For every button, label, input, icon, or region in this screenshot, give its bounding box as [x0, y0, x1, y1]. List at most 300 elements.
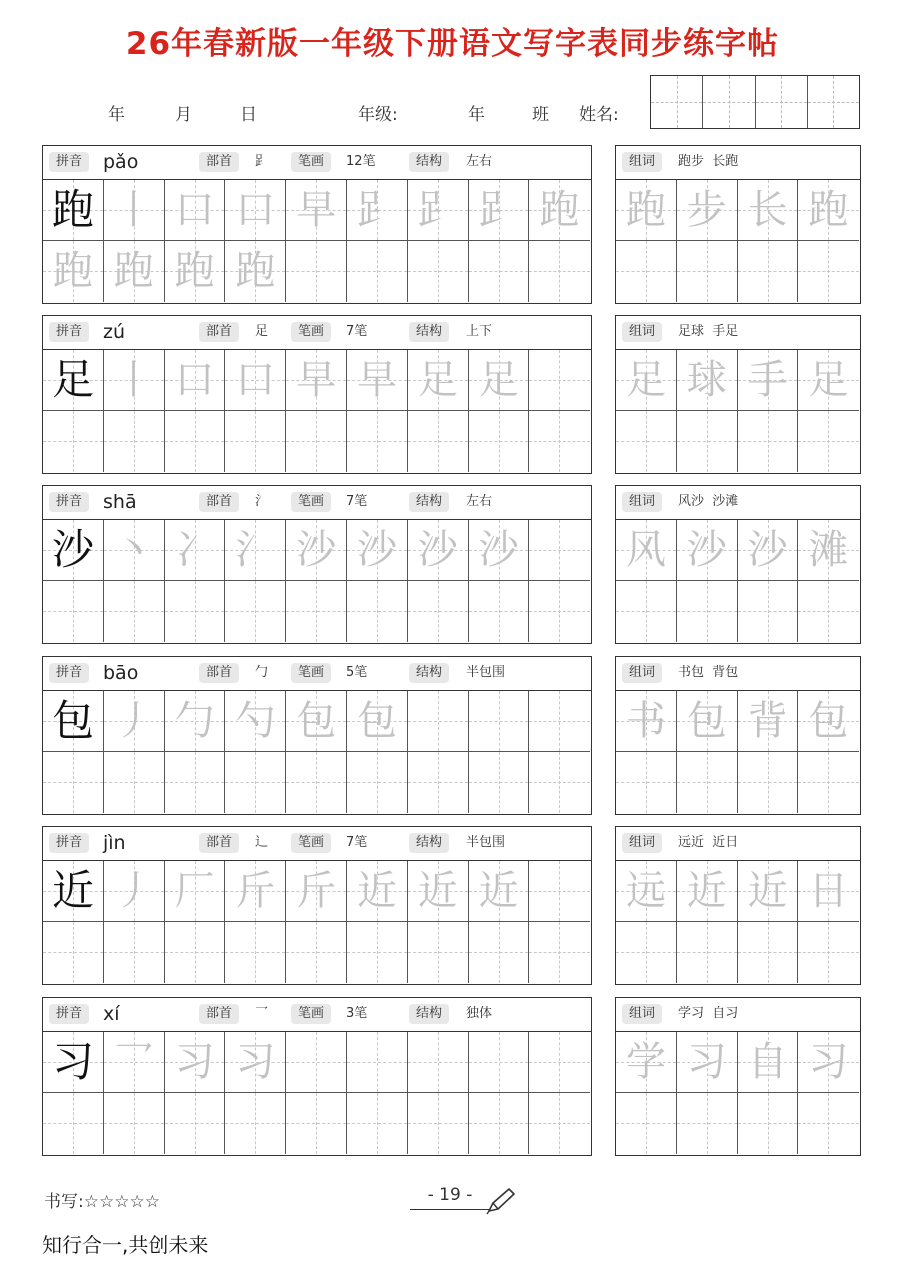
word-header	[616, 998, 860, 1032]
word-cell[interactable]	[798, 1032, 859, 1093]
writing-cell[interactable]	[286, 1093, 347, 1154]
word-cell[interactable]	[616, 350, 677, 411]
trace-stroke: 包	[357, 698, 397, 744]
writing-cell[interactable]	[104, 1093, 165, 1154]
writing-cell[interactable]	[43, 691, 104, 752]
writing-cell[interactable]	[286, 922, 347, 983]
writing-cell[interactable]	[347, 520, 408, 581]
words-tag: 组词	[622, 492, 662, 512]
writing-cell[interactable]	[165, 1093, 226, 1154]
word-trace-character: 近	[686, 868, 727, 914]
writing-cell[interactable]	[43, 922, 104, 983]
class-label: 班	[532, 105, 549, 125]
writing-cell[interactable]	[469, 922, 530, 983]
word-cell[interactable]	[616, 581, 677, 642]
writing-cell[interactable]	[408, 1093, 469, 1154]
writing-cell[interactable]	[225, 350, 286, 411]
words-value: 足球 手足	[678, 324, 739, 339]
writing-cell[interactable]	[469, 1032, 530, 1093]
radical-tag: 部首	[199, 1004, 239, 1024]
word-cell[interactable]	[616, 411, 677, 472]
block-header	[43, 657, 591, 691]
word-cell[interactable]	[677, 350, 738, 411]
word-cell[interactable]	[798, 180, 859, 241]
writing-cell[interactable]	[165, 922, 226, 983]
word-cell[interactable]	[616, 180, 677, 241]
writing-cell[interactable]	[165, 581, 226, 642]
trace-stroke: 口	[174, 187, 215, 233]
practice-block-2	[42, 315, 592, 474]
structure-tag: 结构	[409, 492, 449, 512]
writing-cell[interactable]	[347, 1093, 408, 1154]
trace-stroke: 乛	[113, 1039, 154, 1085]
writing-cell[interactable]	[43, 411, 104, 472]
strokes-tag: 笔画	[291, 492, 331, 512]
word-cell[interactable]	[616, 691, 677, 752]
writing-cell[interactable]	[286, 520, 347, 581]
practice-block-1	[42, 145, 592, 304]
word-cell[interactable]	[677, 520, 738, 581]
writing-cell[interactable]	[43, 180, 104, 241]
word-cell[interactable]	[738, 581, 799, 642]
writing-rating: 书写:☆☆☆☆☆	[44, 1192, 160, 1212]
word-cell[interactable]	[677, 411, 738, 472]
radical-value: 𧾷	[255, 154, 269, 169]
writing-cell[interactable]	[529, 180, 590, 241]
writing-cell[interactable]	[347, 752, 408, 813]
writing-cell[interactable]	[469, 350, 530, 411]
writing-cell[interactable]	[225, 241, 286, 302]
page-number: - 19 -	[410, 1185, 490, 1210]
trace-stroke: 勹	[174, 698, 215, 744]
writing-cell[interactable]	[104, 581, 165, 642]
writing-cell[interactable]	[286, 1032, 347, 1093]
trace-stroke: 丨	[113, 357, 154, 403]
word-cell[interactable]	[616, 861, 677, 922]
word-cell[interactable]	[677, 1093, 738, 1154]
writing-cell[interactable]	[104, 752, 165, 813]
word-cell[interactable]	[798, 241, 859, 302]
pinyin-value: pǎo	[103, 151, 139, 173]
writing-cell[interactable]	[43, 1093, 104, 1154]
word-trace-character: 书	[626, 698, 666, 744]
writing-cell[interactable]	[347, 241, 408, 302]
block-header	[43, 486, 591, 520]
radical-value: 氵	[255, 494, 269, 509]
trace-stroke: 丶	[113, 527, 154, 573]
writing-cell[interactable]	[225, 1032, 286, 1093]
trace-stroke: 斤	[296, 868, 337, 914]
writing-cell[interactable]	[104, 691, 165, 752]
writing-cell[interactable]	[408, 1032, 469, 1093]
writing-cell[interactable]	[104, 180, 165, 241]
word-cell[interactable]	[738, 1032, 799, 1093]
model-character: 足	[51, 355, 94, 404]
word-trace-character: 步	[686, 187, 727, 233]
pinyin-value: xí	[103, 1003, 120, 1025]
trace-stroke: 跑	[235, 248, 276, 294]
writing-cell[interactable]	[347, 922, 408, 983]
writing-cell[interactable]	[347, 350, 408, 411]
writing-cell[interactable]	[43, 581, 104, 642]
block-header	[43, 827, 591, 861]
writing-cell[interactable]	[43, 520, 104, 581]
writing-cell[interactable]	[286, 581, 347, 642]
writing-cell[interactable]	[165, 520, 226, 581]
words-tag: 组词	[622, 663, 662, 683]
writing-cell[interactable]	[469, 241, 530, 302]
words-value: 跑步 长跑	[678, 154, 739, 169]
word-cell[interactable]	[738, 1093, 799, 1154]
radical-value: 勹	[255, 665, 269, 680]
strokes-tag: 笔画	[291, 1004, 331, 1024]
writing-cell[interactable]	[408, 581, 469, 642]
word-trace-character: 跑	[808, 187, 849, 233]
strokes-tag: 笔画	[291, 322, 331, 342]
writing-cell[interactable]	[165, 180, 226, 241]
writing-cell[interactable]	[286, 411, 347, 472]
writing-cell[interactable]	[104, 241, 165, 302]
word-cell[interactable]	[616, 922, 677, 983]
writing-cell[interactable]	[529, 241, 590, 302]
writing-cell[interactable]	[408, 922, 469, 983]
writing-cell[interactable]	[225, 411, 286, 472]
writing-cell[interactable]	[165, 350, 226, 411]
pinyin-tag: 拼音	[49, 1004, 89, 1024]
word-cell[interactable]	[677, 581, 738, 642]
radical-value: 足	[255, 324, 269, 339]
pinyin-tag: 拼音	[49, 833, 89, 853]
words-value: 书包 背包	[678, 665, 739, 680]
month-label: 月	[175, 105, 192, 125]
trace-stroke: 口	[174, 357, 215, 403]
word-block-4	[615, 656, 861, 815]
writing-cell[interactable]	[529, 1093, 590, 1154]
word-cell[interactable]	[738, 922, 799, 983]
structure-tag: 结构	[409, 152, 449, 172]
writing-cell[interactable]	[165, 241, 226, 302]
writing-cell[interactable]	[225, 1093, 286, 1154]
writing-cell[interactable]	[347, 581, 408, 642]
strokes-value: 12笔	[346, 154, 376, 169]
trace-stroke: 跑	[539, 187, 580, 233]
word-cell[interactable]	[738, 411, 799, 472]
radical-tag: 部首	[199, 492, 239, 512]
name-cell[interactable]	[808, 76, 859, 128]
pinyin-tag: 拼音	[49, 152, 89, 172]
trace-stroke: 丿	[113, 868, 154, 914]
writing-cell[interactable]	[408, 691, 469, 752]
writing-cell[interactable]	[469, 861, 530, 922]
writing-cell[interactable]	[408, 861, 469, 922]
trace-stroke: 沙	[357, 527, 397, 573]
trace-stroke: 𧾷	[357, 187, 397, 233]
strokes-value: 7笔	[346, 835, 368, 850]
writing-cell[interactable]	[104, 861, 165, 922]
word-trace-character: 足	[626, 357, 666, 403]
model-character: 习	[51, 1037, 94, 1086]
word-trace-character: 习	[686, 1039, 727, 1085]
writing-cell[interactable]	[286, 350, 347, 411]
word-cell[interactable]	[798, 861, 859, 922]
word-block-1	[615, 145, 861, 304]
name-cell[interactable]	[651, 76, 703, 128]
writing-cell[interactable]	[104, 520, 165, 581]
pinyin-tag: 拼音	[49, 492, 89, 512]
radical-tag: 部首	[199, 322, 239, 342]
writing-cell[interactable]	[529, 1032, 590, 1093]
word-cell[interactable]	[677, 241, 738, 302]
name-writing-box[interactable]	[650, 75, 860, 129]
trace-stroke: 沙	[478, 527, 519, 573]
word-trace-character: 足	[808, 357, 849, 403]
name-cell[interactable]	[756, 76, 808, 128]
writing-cell[interactable]	[43, 350, 104, 411]
word-cell[interactable]	[677, 1032, 738, 1093]
structure-value: 上下	[466, 324, 493, 339]
writing-cell[interactable]	[165, 411, 226, 472]
trace-stroke: 足	[417, 357, 458, 403]
writing-cell[interactable]	[225, 691, 286, 752]
word-trace-character: 球	[686, 357, 727, 403]
word-cell[interactable]	[738, 520, 799, 581]
trace-stroke: 习	[174, 1039, 215, 1085]
writing-cell[interactable]	[286, 752, 347, 813]
trace-stroke: 沙	[296, 527, 337, 573]
writing-cell[interactable]	[529, 581, 590, 642]
word-trace-character: 学	[626, 1039, 666, 1085]
word-cell[interactable]	[616, 1032, 677, 1093]
trace-stroke: 近	[357, 868, 397, 914]
word-cell[interactable]	[616, 1093, 677, 1154]
writing-cell[interactable]	[408, 350, 469, 411]
pinyin-value: jìn	[103, 832, 126, 854]
words-tag: 组词	[622, 322, 662, 342]
word-cell[interactable]	[738, 691, 799, 752]
trace-stroke: 丿	[113, 698, 154, 744]
writing-cell[interactable]	[104, 350, 165, 411]
writing-cell[interactable]	[225, 752, 286, 813]
word-cell[interactable]	[677, 180, 738, 241]
writing-cell[interactable]	[408, 520, 469, 581]
strokes-tag: 笔画	[291, 833, 331, 853]
writing-cell[interactable]	[165, 691, 226, 752]
words-tag: 组词	[622, 833, 662, 853]
writing-cell[interactable]	[165, 861, 226, 922]
word-header	[616, 146, 860, 180]
writing-cell[interactable]	[469, 752, 530, 813]
name-cell[interactable]	[703, 76, 755, 128]
trace-stroke: 足	[478, 357, 519, 403]
writing-cell[interactable]	[43, 861, 104, 922]
word-cell[interactable]	[616, 520, 677, 581]
writing-cell[interactable]	[529, 752, 590, 813]
word-cell[interactable]	[677, 922, 738, 983]
word-cell[interactable]	[798, 1093, 859, 1154]
model-character: 沙	[51, 525, 94, 574]
word-trace-character: 长	[747, 187, 788, 233]
name-label: 姓名:	[579, 105, 619, 125]
writing-cell[interactable]	[347, 411, 408, 472]
writing-cell[interactable]	[529, 922, 590, 983]
writing-cell[interactable]	[286, 180, 347, 241]
pinyin-value: shā	[103, 491, 137, 513]
word-cell[interactable]	[798, 581, 859, 642]
trace-stroke: 𧾷	[417, 187, 458, 233]
writing-cell[interactable]	[165, 1032, 226, 1093]
writing-cell[interactable]	[225, 861, 286, 922]
word-trace-character: 日	[808, 868, 849, 914]
word-cell[interactable]	[798, 520, 859, 581]
trace-stroke: 氵	[235, 527, 276, 573]
word-cell[interactable]	[616, 241, 677, 302]
word-trace-character: 沙	[686, 527, 727, 573]
writing-cell[interactable]	[165, 752, 226, 813]
grade-year-label: 年	[468, 105, 485, 125]
block-header	[43, 998, 591, 1032]
writing-cell[interactable]	[408, 411, 469, 472]
word-trace-character: 近	[747, 868, 788, 914]
trace-stroke: 早	[296, 187, 337, 233]
practice-block-4	[42, 656, 592, 815]
trace-stroke: 跑	[53, 248, 93, 294]
radical-tag: 部首	[199, 152, 239, 172]
radical-value: 辶	[255, 835, 269, 850]
trace-stroke: 早	[357, 357, 397, 403]
writing-cell[interactable]	[469, 180, 530, 241]
word-block-3	[615, 485, 861, 644]
structure-value: 半包围	[466, 835, 506, 850]
structure-tag: 结构	[409, 663, 449, 683]
page-title: 26年春新版一年级下册语文写字表同步练字帖	[125, 26, 780, 62]
word-cell[interactable]	[798, 922, 859, 983]
trace-stroke: 沙	[417, 527, 458, 573]
word-trace-character: 背	[747, 698, 788, 744]
writing-cell[interactable]	[469, 1093, 530, 1154]
writing-cell[interactable]	[529, 520, 590, 581]
strokes-value: 7笔	[346, 494, 368, 509]
writing-cell[interactable]	[286, 861, 347, 922]
trace-stroke: 厂	[174, 868, 215, 914]
writing-cell[interactable]	[104, 1032, 165, 1093]
word-trace-character: 手	[747, 357, 788, 403]
writing-cell[interactable]	[347, 1032, 408, 1093]
radical-tag: 部首	[199, 663, 239, 683]
writing-cell[interactable]	[529, 411, 590, 472]
writing-cell[interactable]	[529, 350, 590, 411]
strokes-tag: 笔画	[291, 663, 331, 683]
structure-value: 半包围	[466, 665, 506, 680]
word-cell[interactable]	[798, 752, 859, 813]
writing-cell[interactable]	[43, 752, 104, 813]
writing-cell[interactable]	[225, 520, 286, 581]
trace-stroke: 𧾷	[478, 187, 519, 233]
strokes-tag: 笔画	[291, 152, 331, 172]
writing-cell[interactable]	[529, 691, 590, 752]
word-cell[interactable]	[738, 241, 799, 302]
trace-stroke: 勺	[235, 698, 276, 744]
trace-stroke: 习	[235, 1039, 276, 1085]
word-trace-character: 远	[626, 868, 666, 914]
writing-cell[interactable]	[469, 691, 530, 752]
strokes-value: 5笔	[346, 665, 368, 680]
word-header	[616, 827, 860, 861]
writing-cell[interactable]	[469, 520, 530, 581]
word-cell[interactable]	[738, 861, 799, 922]
word-trace-character: 风	[626, 527, 666, 573]
grade-label: 年级:	[358, 105, 398, 125]
words-tag: 组词	[622, 152, 662, 172]
writing-cell[interactable]	[43, 1032, 104, 1093]
writing-cell[interactable]	[469, 581, 530, 642]
writing-cell[interactable]	[347, 691, 408, 752]
writing-cell[interactable]	[225, 922, 286, 983]
trace-stroke: 近	[417, 868, 458, 914]
word-cell[interactable]	[677, 691, 738, 752]
pinyin-value: bāo	[103, 662, 139, 684]
writing-cell[interactable]	[286, 241, 347, 302]
trace-stroke: 冫	[174, 527, 215, 573]
word-trace-character: 包	[808, 698, 849, 744]
writing-cell[interactable]	[408, 180, 469, 241]
word-cell[interactable]	[677, 752, 738, 813]
trace-stroke: 口	[235, 357, 276, 403]
writing-cell[interactable]	[225, 180, 286, 241]
word-cell[interactable]	[738, 180, 799, 241]
structure-value: 左右	[466, 154, 493, 169]
writing-cell[interactable]	[104, 411, 165, 472]
writing-cell[interactable]	[286, 691, 347, 752]
trace-stroke: 包	[296, 698, 337, 744]
writing-cell[interactable]	[225, 581, 286, 642]
model-character: 跑	[51, 185, 94, 234]
word-cell[interactable]	[738, 752, 799, 813]
word-header	[616, 657, 860, 691]
radical-tag: 部首	[199, 833, 239, 853]
writing-cell[interactable]	[43, 241, 104, 302]
word-cell[interactable]	[738, 350, 799, 411]
writing-cell[interactable]	[347, 180, 408, 241]
word-cell[interactable]	[616, 752, 677, 813]
writing-cell[interactable]	[408, 241, 469, 302]
structure-tag: 结构	[409, 833, 449, 853]
writing-cell[interactable]	[408, 752, 469, 813]
radical-value: 乛	[255, 1006, 269, 1021]
word-cell[interactable]	[798, 350, 859, 411]
pinyin-value: zú	[103, 321, 126, 343]
word-cell[interactable]	[798, 411, 859, 472]
practice-block-5	[42, 826, 592, 985]
structure-value: 左右	[466, 494, 493, 509]
pinyin-tag: 拼音	[49, 322, 89, 342]
structure-tag: 结构	[409, 1004, 449, 1024]
strokes-value: 3笔	[346, 1006, 368, 1021]
structure-value: 独体	[466, 1006, 493, 1021]
word-trace-character: 跑	[626, 187, 666, 233]
writing-cell[interactable]	[104, 922, 165, 983]
writing-cell[interactable]	[347, 861, 408, 922]
writing-cell[interactable]	[529, 861, 590, 922]
words-value: 学习 自习	[678, 1006, 739, 1021]
writing-cell[interactable]	[469, 411, 530, 472]
word-cell[interactable]	[798, 691, 859, 752]
words-tag: 组词	[622, 1004, 662, 1024]
word-cell[interactable]	[677, 861, 738, 922]
trace-stroke: 丨	[113, 187, 154, 233]
word-trace-character: 包	[686, 698, 727, 744]
block-header	[43, 316, 591, 350]
word-block-6	[615, 997, 861, 1156]
